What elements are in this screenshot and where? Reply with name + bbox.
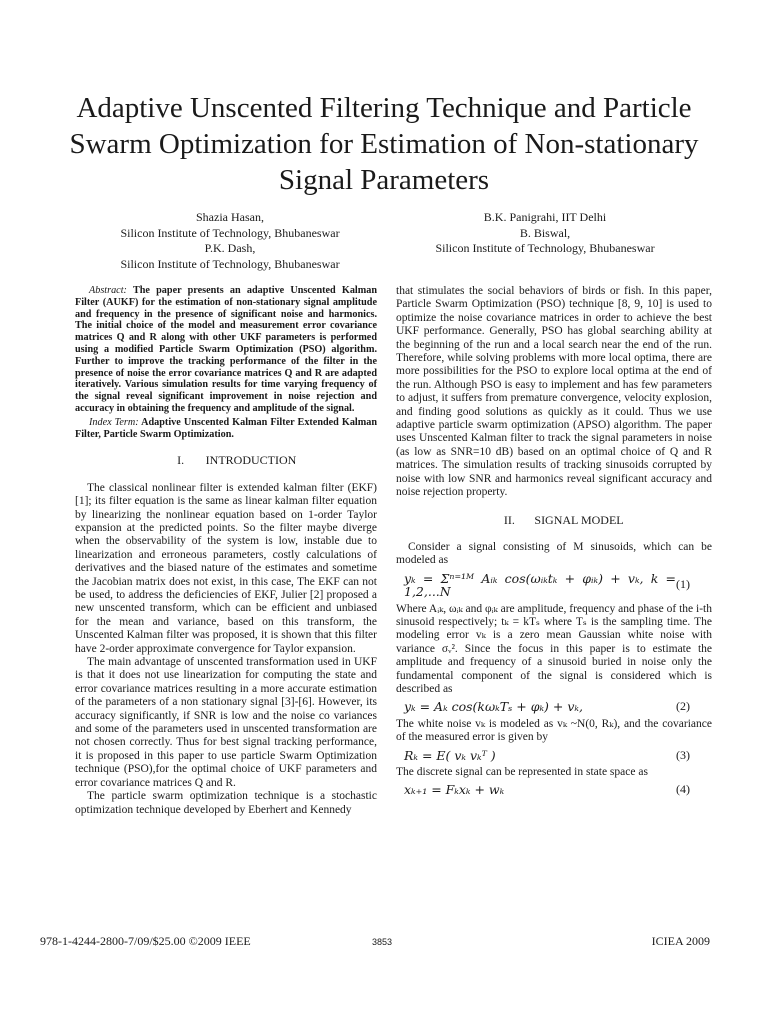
equation-expression: yₖ = Σⁿ⁼¹ᴹ Aᵢₖ cos(ωᵢₖtₖ + φᵢₖ) + vₖ, k = 1,2,...N — [404, 570, 676, 600]
paragraph: The classical nonlinear filter is extended kalman filter (EKF) [1]; its filter equation is the same as linear kalman filter equation by linearizing the nonlinear equation based on 1-order Taylor expansion at the predicted points. So the filter maybe diverge when the observability of the system is low, instable due to linearization and erroneous parameters, costly calculations of derivatives and the biased nature of the estimates and sometime the Jacobian matrix does not exist, in this case, The EKF can not be used, to address the deficiencies of EKF, Julier [2] proposed a new unscented transform, which can be efficient and unbiased for the mean and variance, based on this transform, the Unscented Kalman filter was proposed, it is shown that this filter have 2-order approximate convergence for Taylor expansion. — [75, 481, 377, 655]
section-title: INTRODUCTION — [205, 453, 297, 468]
paragraph: The white noise vₖ is modeled as vₖ ~N(0, Rₖ), and the covariance of the measured error is given by — [396, 717, 712, 744]
equation-expression: yₖ = Aₖ cos(kωₖTₛ + φₖ) + vₖ, — [404, 699, 583, 715]
abstract-text: The paper presents an adaptive Unscented Kalman Filter (AUKF) for the estimation of non-stationary signal amplitude and frequency in the presence of significant noise and harmonics. The initial choice of the model and measurement error covariance matrices Q and R along with other UKF parameters is performed using a modified Particle Swarm Optimization (PSO) algorithm. Further to improve the tracking performance of the filter in the presence of noise the error covariance matrices Q and R are adapted iteratively. Various simulation results for time varying frequency of the signal reveal significant improvement in noise rejection and accuracy in obtaining the frequency and amplitude of the signal. — [75, 285, 377, 414]
left-column — [75, 285, 377, 817]
equation-number: (3) — [676, 747, 690, 762]
paragraph: The particle swarm optimization technique is a stochastic optimization technique developed by Eberhert and Kennedy — [75, 790, 377, 816]
section-number: I. — [177, 453, 185, 468]
index-terms-text: Adaptive Unscented Kalman Filter Extended Kalman Filter, Particle Swarm Optimization. — [75, 416, 377, 440]
authors-left — [100, 210, 360, 272]
paragraph: Consider a signal consisting of M sinusoids, which can be modeled as — [396, 540, 712, 567]
abstract-label: Abstract: — [89, 285, 127, 296]
author-affiliation: Silicon Institute of Technology, Bhubaneswar — [435, 241, 655, 255]
author-affiliation: Silicon Institute of Technology, Bhubaneswar — [120, 225, 340, 240]
section-heading — [75, 454, 377, 467]
section-number: II. — [503, 512, 515, 527]
section-title: SIGNAL MODEL — [534, 512, 624, 527]
footer-copyright: 978-1-4244-2800-7/09/$25.00 ©2009 IEEE — [40, 934, 251, 948]
footer-conference: ICIEA 2009 — [651, 934, 710, 948]
section-heading — [396, 514, 712, 527]
equation-number: (2) — [676, 699, 690, 714]
equation-expression: Rₖ = E( vₖ vₖᵀ ) — [404, 747, 496, 763]
footer-page-number: 3853 — [372, 937, 393, 947]
authors-right — [410, 210, 680, 257]
paragraph: The main advantage of unscented transformation used in UKF is that it does not use linearization for computing the state and error covariance matrices resulting in a more accurate estimation of the parameters of a non stationary signal [3]-[6]. However, its accuracy significantly, if SNR is low and the noise co variances and some of the parameters used in unscented transformation are not chosen correctly. Thus for best signal tracking performance, it is proposed in this paper to use particle Swarm Optimization technique (PSO),for the optimal choice of UKF parameters and error covariance matrices Q and R. — [75, 656, 377, 789]
paragraph: that stimulates the social behaviors of birds or fish. In this paper, Particle Swarm Optimization (PSO) technique [8, 9, 10] is used to optimize the noise covariance matrices in order to achieve the best UKF performance. Generally, PSO has global searching ability at the beginning of the run and a local search near the end of the run. Therefore, while solving problems with more local optima, there are more possibilities for the PSO to explore local optima at the end of the run. Although PSO is easy to implement and has few parameters to adjust, it suffers from premature convergence, velocity explosion, and finding good solutions as quickly as it could. Thus we use adaptive particle swarm optimization (APSO) algorithm. The paper uses Unscented Kalman filter to track the signal parameters in noise (as low as SNR=10 dB) based on an optimal choice of Q and R matrices. The simulation results of tracking sinusoids corrupted by noise with low SNR and harmonics reveal significant accuracy and noise rejection property. — [396, 285, 712, 499]
paragraph: Where Aᵢₖ, ωᵢₖ and φᵢₖ are amplitude, frequency and phase of the i-th sinusoid respectively; tₖ = kTₛ where Tₛ is the sampling time. The modeling error vₖ is a zero mean Gaussian white noise with variance σᵥ². Since the focus in this paper is to estimate the amplitude and frequency of a sinusoid buried in noise only the fundamental component of the signal is considered which is described as — [396, 602, 712, 695]
abstract — [75, 285, 377, 415]
right-column — [396, 285, 712, 801]
author-name: P.K. Dash, — [204, 241, 256, 255]
author-name: Shazia Hasan, — [196, 210, 264, 224]
equation-2 — [396, 700, 712, 713]
author-affiliation: Silicon Institute of Technology, Bhubaneswar — [120, 256, 340, 271]
author-name: B. Biswal, — [519, 225, 571, 240]
equation-1 — [396, 572, 712, 599]
index-terms-label: Index Term: — [89, 416, 139, 428]
equation-4 — [396, 783, 712, 796]
equation-3 — [396, 749, 712, 762]
equation-expression: xₖ₊₁ = Fₖxₖ + wₖ — [404, 782, 505, 798]
paragraph: The discrete signal can be represented in state space as — [396, 766, 648, 778]
equation-number: (4) — [676, 782, 690, 797]
index-terms — [75, 417, 377, 441]
author-name: B.K. Panigrahi, IIT Delhi — [483, 210, 607, 224]
equation-number: (1) — [676, 577, 690, 592]
paper-title: Adaptive Unscented Filtering Technique and Particle Swarm Optimization for Estimation of Non-stationary Signal Parameters — [69, 92, 699, 196]
